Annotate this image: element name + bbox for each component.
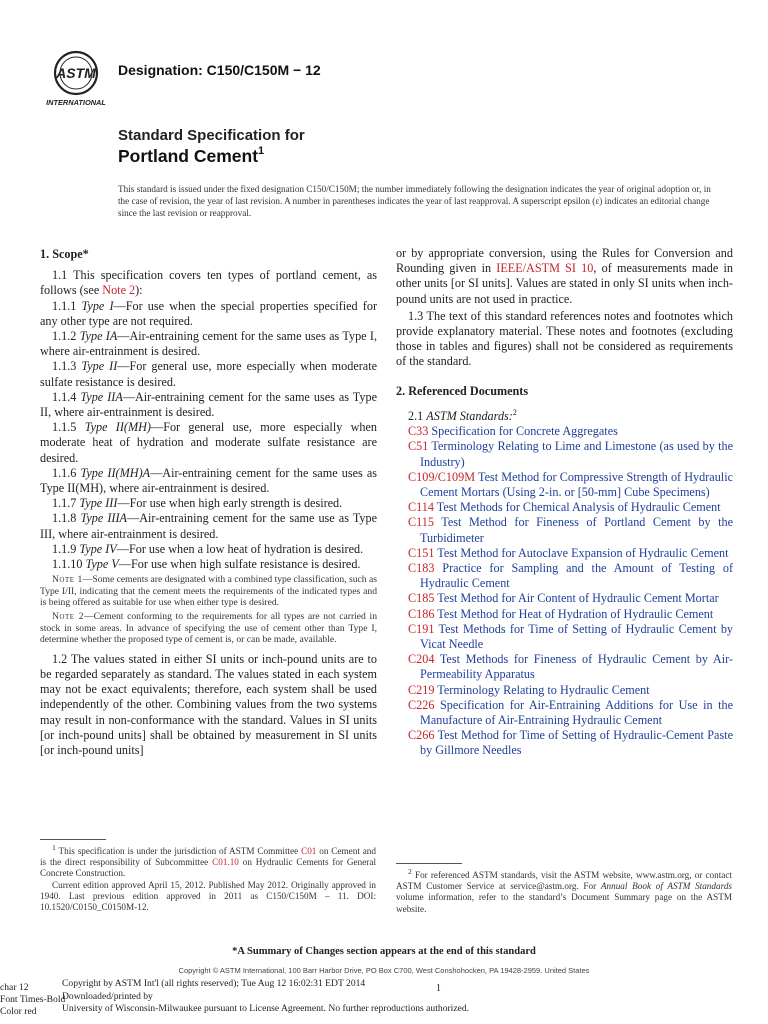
reference-item bbox=[396, 515, 733, 545]
reference-item bbox=[396, 500, 733, 515]
reference-code-link[interactable]: C183 bbox=[408, 560, 435, 575]
left-column bbox=[40, 241, 377, 758]
svg-text:INTERNATIONAL: INTERNATIONAL bbox=[46, 98, 106, 107]
reference-title-link[interactable]: Terminology Relating to Lime and Limestone (as used by the Industry) bbox=[420, 439, 733, 469]
reference-title-link[interactable]: Test Method for Air Content of Hydraulic Cement Mortar bbox=[437, 591, 719, 606]
footnote-divider-right bbox=[396, 863, 462, 864]
referenced-standards-list bbox=[396, 424, 733, 758]
reference-item bbox=[396, 652, 733, 682]
section-heading-referenced-documents: 2. Referenced Documents bbox=[396, 383, 529, 398]
reference-code-link[interactable]: C114 bbox=[408, 500, 434, 515]
note-2: Note 2—Cement conforming to the requirements for all types are not carried in stock in some areas. In advance of specifying the use of cement other than Type I, determine whether the proposed type of cement is, or can be made, available. bbox=[40, 611, 377, 646]
cement-type-item: 1.1.2 Type IA—Air-entraining cement for the same uses as Type I, where air-entrainment is desired. bbox=[40, 329, 377, 359]
cement-type-item: 1.1.4 Type IIA—Air-entraining cement for the same uses as Type II, where air-entrainment is desired. bbox=[40, 389, 378, 420]
cement-type-item: 1.1.1 Type I—For use when the special properties specified for any other type are not required. bbox=[40, 298, 378, 328]
reference-code-link[interactable]: C151 bbox=[408, 545, 435, 560]
watermark-license: University of Wisconsin-Milwaukee pursuant to License Agreement. No further reproductions authorized. bbox=[62, 1003, 470, 1014]
reference-code-link[interactable]: C109/C109M bbox=[408, 469, 476, 484]
footnote-2: $^2$ For referenced ASTM standards, visit the ASTM website, www.astm.org, or contact ASTM Customer Service at service@astm.org. For Annual Book of ASTM Standards volume information, refer to the standard’s Document Summary page on the ASTM website. bbox=[396, 867, 733, 914]
reference-title-link[interactable]: Specification for Air-Entraining Additions for Use in the Manufacture of Air-Entraining Hydraulic Cement bbox=[420, 697, 733, 727]
reference-code-link[interactable]: C186 bbox=[408, 606, 435, 621]
note-1: Note 1—Some cements are designated with a combined type classification, such as Type I/II, indicating that the cement meets the requirements of the indicated types and is being offered as suitable for use when either type is desired. bbox=[40, 574, 378, 609]
watermark-copyright: Copyright by ASTM Int'l (all rights reserved); Tue Aug 12 16:02:31 EDT 2014 bbox=[62, 978, 366, 989]
reference-title-link[interactable]: Specification for Concrete Aggregates bbox=[431, 424, 618, 439]
right-column bbox=[396, 241, 733, 759]
paragraph-1-1: 1.1 This specification covers ten types of portland cement, as follows (see Note 2): bbox=[40, 268, 377, 298]
committee-c01-link[interactable]: C01 bbox=[301, 846, 317, 857]
reference-item bbox=[396, 607, 733, 622]
reference-code-link[interactable]: C185 bbox=[408, 591, 435, 606]
paragraph-1-2-continued: or by appropriate conversion, using the Rules for Conversion and Rounding given in IEEE/ASTM SI 10, of measurements made in other units [or SI units]. Values are stated in only SI units when inch-pound units are not used in practice. bbox=[396, 246, 733, 306]
reference-item bbox=[396, 546, 733, 561]
footnote-divider-left bbox=[40, 839, 106, 840]
reference-code-link[interactable]: C33 bbox=[408, 424, 429, 439]
reference-item bbox=[396, 591, 733, 606]
astm-logo-icon bbox=[42, 47, 110, 111]
reference-code-link[interactable]: C219 bbox=[408, 682, 435, 697]
reference-title-link[interactable]: Test Methods for Time of Setting of Hydraulic Cement by Vicat Needle bbox=[420, 621, 734, 651]
cement-type-item: 1.1.10 Type V—For use when high sulfate resistance is desired. bbox=[52, 557, 361, 572]
reference-code-link[interactable]: C115 bbox=[408, 515, 434, 530]
reference-item bbox=[396, 698, 733, 728]
title-line-1: Standard Specification for bbox=[118, 127, 305, 144]
paragraph-1-3: 1.3 The text of this standard references notes and footnotes which provide explanatory material. These notes and footnotes (excluding those in tables and figures) shall not be considered as requirements of the standard. bbox=[396, 308, 733, 369]
reference-title-link[interactable]: Test Method for Fineness of Portland Cement by the Turbidimeter bbox=[420, 515, 733, 545]
reference-item bbox=[396, 683, 733, 698]
reference-title-link[interactable]: Test Method for Time of Setting of Hydraulic-Cement Paste by Gillmore Needles bbox=[420, 728, 733, 758]
subsection-2-1: 2.1 ASTM Standards:$^2$ bbox=[408, 407, 517, 423]
watermark-downloaded: Downloaded/printed by bbox=[62, 991, 153, 1002]
svg-text:ASTM: ASTM bbox=[56, 65, 96, 81]
reference-code-link[interactable]: C226 bbox=[408, 697, 435, 712]
debug-char: char 12 bbox=[0, 982, 29, 993]
reference-title-link[interactable]: Practice for Sampling and the Amount of Testing of Hydraulic Cement bbox=[420, 560, 733, 591]
reference-item bbox=[396, 728, 733, 758]
cement-types-list bbox=[40, 299, 377, 573]
debug-color: Color red bbox=[0, 1006, 37, 1017]
reference-code-link[interactable]: C191 bbox=[408, 621, 435, 636]
section-heading-scope: 1. Scope* bbox=[40, 247, 89, 261]
reference-item bbox=[396, 622, 733, 652]
designation: Designation: C150/C150M − 12 bbox=[118, 62, 321, 78]
reference-title-link[interactable]: Test Method for Heat of Hydration of Hydraulic Cement bbox=[437, 606, 714, 621]
paragraph-1-2: 1.2 The values stated in either SI units or inch-pound units are to be regarded separately as standard. The values stated in each system may not be exact equivalents; therefore, each system shall be used independently of the other. Combining values from the two systems may result in non-conformance with the standard. Values in SI units [or inch-pound units] shall be obtained by measurement in SI units [or inch-pound units] bbox=[40, 651, 377, 758]
cement-type-item: 1.1.6 Type II(MH)A—Air-entraining cement for the same uses as Type II(MH), where air-entrainment is desired. bbox=[40, 465, 378, 496]
reference-item bbox=[396, 439, 733, 469]
subcommittee-c01-10-link[interactable]: C01.10 bbox=[212, 857, 239, 868]
page-number: 1 bbox=[436, 983, 441, 994]
summary-of-changes-note: *A Summary of Changes section appears at the end of this standard bbox=[232, 946, 536, 957]
reference-item bbox=[396, 424, 733, 439]
cement-type-item: 1.1.8 Type IIIA—Air-entraining cement for the same use as Type III, where air-entrainment is desired. bbox=[40, 511, 378, 541]
cement-type-item: 1.1.7 Type III—For use when high early strength is desired. bbox=[52, 496, 343, 511]
copyright-line: Copyright © ASTM International, 100 Barr Harbor Drive, PO Box C700, West Conshohocken, PA 19428-2959. United States bbox=[178, 966, 590, 975]
reference-title-link[interactable]: Test Methods for Fineness of Hydraulic Cement by Air-Permeability Apparatus bbox=[420, 652, 733, 682]
title-footnote-marker[interactable]: 1 bbox=[258, 145, 265, 158]
reference-item bbox=[396, 561, 733, 591]
debug-font: Font Times-Bold bbox=[0, 994, 66, 1005]
reference-code-link[interactable]: C266 bbox=[408, 728, 435, 743]
note-2-link[interactable]: Note 2 bbox=[102, 283, 136, 298]
ieee-astm-si10-link[interactable]: IEEE/ASTM SI 10 bbox=[496, 261, 594, 276]
cement-type-item: 1.1.5 Type II(MH)—For general use, more especially when moderate heat of hydration and moderate sulfate resistance are desired. bbox=[40, 420, 378, 465]
reference-title-link[interactable]: Test Method for Compressive Strength of Hydraulic Cement Mortars (Using 2-in. or [50-mm] Cube Specimens) bbox=[420, 469, 733, 499]
cement-type-item: 1.1.3 Type II—For general use, more especially when moderate sulfate resistance is desired. bbox=[40, 359, 378, 389]
page-title: Portland Cement$^1$ bbox=[118, 145, 265, 166]
footnote-1: $^1$ This specification is under the jurisdiction of ASTM Committee C01 on Cement and is the direct responsibility of Subcommittee C01.10 on Hydraulic Cements for General Concrete Construction. Current edition approved April 15, 2012. Published May 2012. Originally approved in 1940. Last previous edition approved in 2011 as C150/C150M – 11. DOI: 10.1520/C0150_C0150M-12. bbox=[40, 843, 376, 913]
reference-title-link[interactable]: Test Method for Autoclave Expansion of Hydraulic Cement bbox=[437, 545, 729, 560]
reference-code-link[interactable]: C204 bbox=[408, 652, 435, 667]
reference-code-link[interactable]: C51 bbox=[408, 439, 429, 454]
reference-title-link[interactable]: Terminology Relating to Hydraulic Cement bbox=[437, 682, 650, 697]
intro-text: This standard is issued under the fixed designation C150/C150M; the number immediately following the designation indicates the year of original adoption or, in the case of revision, the year of last revision. A number in parentheses indicates the year of last reapproval. A superscript epsilon (ε) indicates an editorial change since the last revision or reapproval. bbox=[118, 184, 711, 218]
cement-type-item: 1.1.9 Type IV—For use when a low heat of hydration is desired. bbox=[52, 541, 364, 556]
reference-title-link[interactable]: Test Methods for Chemical Analysis of Hydraulic Cement bbox=[436, 500, 721, 515]
reference-item bbox=[396, 470, 733, 500]
